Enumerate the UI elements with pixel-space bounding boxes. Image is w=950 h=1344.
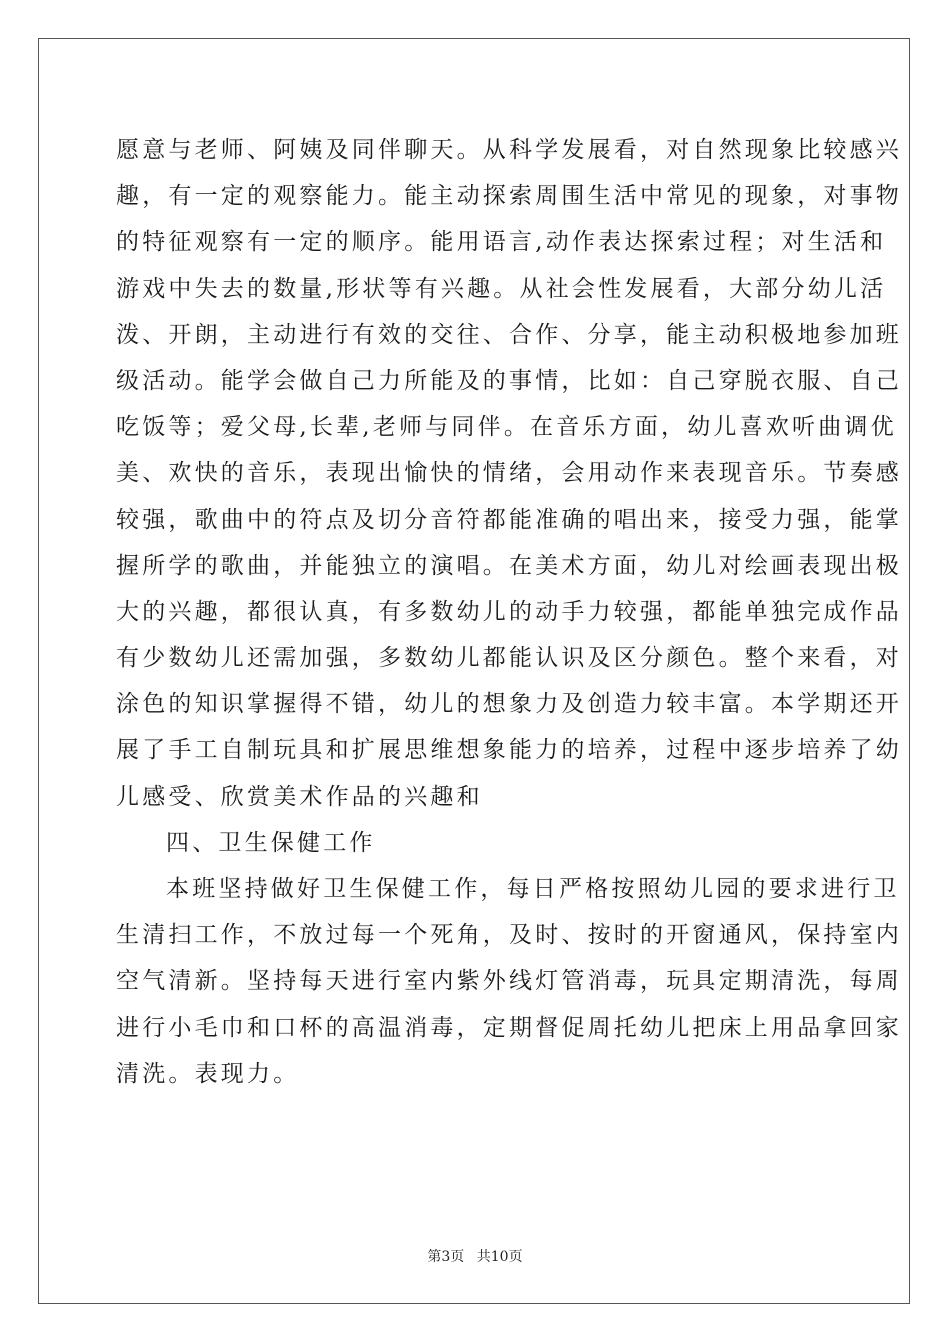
- text-line: 较强，歌曲中的符点及切分音符都能准确的唱出来，接受力强，能掌: [116, 506, 902, 533]
- text-line: 大的兴趣，都很认真，有多数幼儿的动手力较强，都能单独完成作品: [116, 598, 902, 625]
- text-line: 展了手工自制玩具和扩展思维想象能力的培养，过程中逐步培养了幼: [116, 737, 902, 764]
- text-line: 涂色的知识掌握得不错，幼儿的想象力及创造力较丰富。本学期还开: [116, 691, 902, 718]
- text-line: 有少数幼儿还需加强，多数幼儿都能认识及区分颜色。整个来看，对: [116, 645, 902, 672]
- text-line: 愿意与老师、阿姨及同伴聊天。从科学发展看，对自然现象比较感兴: [116, 137, 902, 163]
- text-line: 趣，有一定的观察能力。能主动探索周围生活中常见的现象，对事物: [116, 183, 902, 210]
- page-total: 共10页: [476, 1249, 523, 1265]
- text-line: 泼、开朗，主动进行有效的交往、合作、分享，能主动积极地参加班: [116, 321, 902, 348]
- text-line: 儿感受、欣赏美术作品的兴趣和: [116, 783, 483, 810]
- section-heading: 四、卫生保健工作: [166, 829, 376, 856]
- text-line: 吃饭等；爱父母,长辈,老师与同伴。在音乐方面，幼儿喜欢听曲调优: [116, 414, 897, 441]
- text-line: 本班坚持做好卫生保健工作，每日严格按照幼儿园的要求进行卫: [166, 876, 900, 902]
- text-line: 的特征观察有一定的顺序。能用语言,动作表达探索过程；对生活和: [116, 229, 887, 256]
- page-number: 第3页: [427, 1249, 465, 1265]
- document-body: [116, 127, 902, 1097]
- text-line: 游戏中失去的数量,形状等有兴趣。从社会性发展看，大部分幼儿活: [116, 275, 887, 302]
- text-line: 空气清新。坚持每天进行室内紫外线灯管消毒，玩具定期清洗，每周: [116, 968, 902, 995]
- text-line: 进行小毛巾和口杯的高温消毒，定期督促周托幼儿把床上用品拿回家: [116, 1014, 902, 1041]
- page-footer: [0, 1246, 950, 1266]
- text-line: 清洗。表现力。: [116, 1060, 300, 1087]
- text-line: 生清扫工作，不放过每一个死角，及时、按时的开窗通风，保持室内: [116, 922, 902, 949]
- text-line: 级活动。能学会做自己力所能及的事情，比如：自己穿脱衣服、自己: [116, 367, 902, 394]
- text-line: 美、欢快的音乐，表现出愉快的情绪，会用动作来表现音乐。节奏感: [116, 460, 902, 487]
- text-line: 握所学的歌曲，并能独立的演唱。在美术方面，幼儿对绘画表现出极: [116, 552, 902, 579]
